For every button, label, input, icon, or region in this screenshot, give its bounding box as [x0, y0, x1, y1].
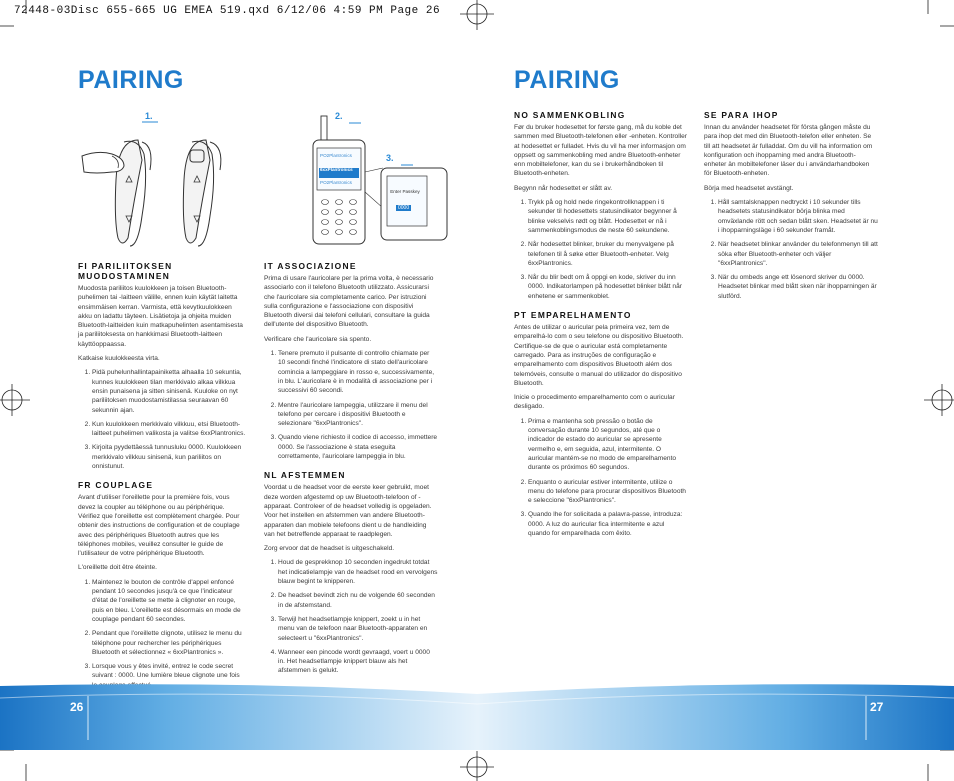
se-lead: Börja med headsetet avstängt. — [704, 184, 794, 192]
section-it — [264, 261, 438, 461]
fi-steps — [78, 368, 246, 471]
it-lead: Verificare che l'auricolare sia spento. — [264, 335, 372, 343]
it-step: 2. Mentre l'auricolare lampeggia, utilizzare il menu del telefono per cercare i dispositivi Bluetooth e selezionare "6xxPlantronics". — [278, 401, 438, 429]
heading-pt: PT EMPARELHAMENTO — [514, 310, 632, 321]
nl-intro: Voordat u de headset voor de eerste keer gebruikt, moet deze worden afgestemd op uw Bluetooth-telefoon of -apparaat. Controleer of de headset volledig is opgeladen. Voor het instellen en afstemmen van andere Bluetooth-apparaten dan mobiele telefoons dient u de handleiding van het betreffende apparaat te raadplegen. — [264, 484, 432, 538]
phone-passkey-label: Enter Passkey — [390, 189, 420, 194]
fi-step: 3. Kirjoita pyydettäessä tunnusluku 0000. Kuulokkeen merkkivalo vilkkuu sinisenä, kun pariliitos on onnistunut. — [92, 443, 246, 471]
fr-lead: L'oreillette doit être éteinte. — [78, 564, 157, 572]
footer-wave-band — [0, 680, 954, 750]
section-no — [514, 110, 688, 301]
heading-it: IT ASSOCIAZIONE — [264, 261, 357, 271]
phone-list-item-3: PO2Plantronics — [320, 180, 352, 185]
nl-step: 2. De headset bevindt zich nu de volgende 60 seconden in de afstemstand. — [278, 591, 438, 610]
column-no-pt — [514, 110, 688, 547]
no-intro: Før du bruker hodesettet for første gang, må du koble det sammen med Bluetooth-telefonen eller -enheten. Kontroller at hodesettet er fulladet. Hvis du vil ha mer informasjon om oppsett og sammenkobling med andre Bluetooth-enheter enn mobiltelefoner, kan du se i brukerhåndboken til Bluetooth-enheten. — [514, 124, 688, 178]
page-number-left: 26 — [70, 700, 84, 714]
pt-intro: Antes de utilizar o auricular pela primeira vez, tem de emparelhá-lo com o seu telefone ou dispositivo Bluetooth. Certifique-se de que o auricular está completamente carregado. Para as instruções de configuração e emparelhamento com dispositivos Bluetooth além dos telemóveis, consulte o manual do utilizador do dispositivo Bluetooth. — [514, 324, 684, 387]
fr-step: 3. Lorsque vous y êtes invité, entrez le code secret suivant : 0000. Une lumière bleue clignote une fois — [92, 662, 246, 690]
headset-illustration — [78, 120, 258, 260]
nl-step: 3. Terwijl het headsetlampje knippert, zoekt u in het menu van de telefoon naar Bluetooth-apparaten en selecteert u "6xxPlantronics". — [278, 615, 438, 643]
it-steps — [264, 349, 438, 461]
column-fi-fr — [78, 261, 246, 699]
pt-lead: Inicie o procedimento emparelhamento com o auricular desligado. — [514, 394, 675, 411]
no-step: 2. Når hodesettet blinker, bruker du menyvalgene på telefonen til å søke etter Bluetooth-enheter. Velg 6xxPlantronics. — [528, 240, 688, 268]
nl-step: 4. Wanneer een pincode wordt gevraagd, voert u 0000 in. Het headsetlampje knippert blauw als het afstemmen is gelukt. — [278, 648, 438, 676]
se-step: 1. Håll samtalsknappen nedtryckt i 10 sekunder tills headsetets statusindikator börja blinka med omväxlande rött och sedan blått sken. Headsetet är nu i ihopparningsläge i 60 sekunder framåt. — [718, 198, 878, 235]
column-se — [704, 110, 878, 310]
fi-step: 1. Pidä puhelunhallintapainiketta alhaalla 10 sekuntia, kunnes kuulokkeen tilan merkkivalo alkaa vilkkua ensin punaisena ja sitten sinisenä. Kuuloke on nyt pariliitoksen muodostamistilassa seuraavan 60 sekunnin ajan. — [92, 368, 246, 414]
figure-step-1-label: 1. — [145, 111, 153, 121]
page-title-left: PAIRING — [78, 66, 184, 94]
heading-no: NO SAMMENKOBLING — [514, 110, 626, 120]
se-intro: Innan du använder headsetet för första gången måste du para ihop det med din Bluetooth-telefon eller enheten. Se till att headsetet är fulladdat. Om du vill ha information om konfiguration och ihopparning med andra Bluetooth-enheter än mobiltelefoner läser du i användarhandboken för Bluetooth-enheten. — [704, 124, 873, 178]
heading-nl: NL AFSTEMMEN — [264, 470, 346, 481]
se-steps — [704, 198, 878, 301]
pt-steps — [514, 417, 688, 539]
no-steps — [514, 198, 688, 301]
it-intro: Prima di usare l'auricolare per la prima volta, è necessario associarlo con il telefono Bluetooth utilizzato. Assicurarsi che l'auricolare sia completamente carico. Per istruzioni sulla configurazione e l'associazione con dispositivi Bluetooth diversi dai telefoni cellulari, consultare la guida dell'utente del dispositivo Bluetooth. — [264, 275, 434, 329]
heading-fr: FR COUPLAGE — [78, 480, 154, 491]
page-title-right: PAIRING — [514, 66, 620, 94]
fi-lead: Katkaise kuulokkeesta virta. — [78, 355, 160, 363]
section-fi — [78, 261, 246, 471]
fr-intro: Avant d'utiliser l'oreillette pour la première fois, vous devez la coupler au téléphone ou au périphérique. Vérifiez que l'oreillette est complètement chargée. Pour obtenir des instructions de configuration et de couplage avec des périphériques Bluetooth autres que les téléphones mobiles, veuillez consulter le guide de l'utilisateur de votre périphérique Bluetooth. — [78, 494, 240, 558]
column-it-nl — [264, 261, 438, 685]
section-pt — [514, 310, 688, 538]
fr-steps — [78, 578, 246, 690]
no-step: 3. Når du blir bedt om å oppgi en kode, skriver du inn 0000. Indikatorlampen på hodesettet blinker blått når enhetene er sammenkoblet. — [528, 273, 688, 301]
nl-step: 1. Houd de gesprekknop 10 seconden ingedrukt totdat het indicatielampje van de headset rood en vervolgens blauw begint te knipperen. — [278, 558, 438, 586]
pt-step: 1. Prima e mantenha sob pressão o botão de conversação durante 10 segundos, até que o indicador de estado do auricular se apresente vermelho e, em seguida, azul, intermitente. O auricular mantém-se no modo de emparelhamento durante os próximos 60 segundos. — [528, 417, 688, 473]
fi-intro: Muodosta pariliitos kuulokkeen ja toisen Bluetooth-puhelimen tai -laitteen välille, ennen kuin käytät laitetta ensimmäisen kerran. Varmista, että kevytkuulokkeen akku on ladattu täyteen. Lisätietoja ja ohjeita muiden Bluetooth-laitteiden kuin matkapuhelinten asentamisesta ja pariliitoksesta on hankkimasi Bluetooth-laitteen käyttöoppaassa. — [78, 285, 243, 348]
phone-list-item-1: PO2Plantronics — [320, 153, 352, 158]
it-step: 1. Tenere premuto il pulsante di controllo chiamate per 10 secondi finché l'indicatore di stato dell'auricolare comincia a lampeggiare in rosso e, successivamente, in blu. L'auricolare è in modalità di associazione per i successivi 60 secondi. — [278, 349, 438, 395]
it-step: 3. Quando viene richiesto il codice di accesso, immettere 0000. Se l'associazione è stata eseguita correttamente, l'auricolare lampeggia in blu. — [278, 433, 438, 461]
fr-step: 1. Maintenez le bouton de contrôle d'appel enfoncé pendant 10 secondes jusqu'à ce que l'indicateur d'état de l'oreillette se mette à clignoter en rouge, puis en bleu. L'oreillette est désormais en mode de couplage pendant 60 secondes. — [92, 578, 246, 624]
se-step: 2. När headsetet blinkar använder du telefonmenyn till att söka efter Bluetooth-enheter och väljer "6xxPlantronics". — [718, 240, 878, 268]
nl-lead: Zorg ervoor dat de headset is uitgeschakeld. — [264, 545, 395, 553]
section-fr — [78, 480, 246, 690]
heading-fi: FI PARILIITOKSEN MUODOSTAMINEN — [78, 261, 173, 281]
section-nl — [264, 470, 438, 675]
fi-step: 2. Kun kuulokkeen merkkivalo vilkkuu, etsi Bluetooth-laitteet puhelimen valikosta ja valitse 6xxPlantronics. — [92, 420, 246, 439]
heading-se: SE PARA IHOP — [704, 110, 779, 120]
section-se — [704, 110, 878, 301]
pt-step: 2. Enquanto o auricular estiver intermitente, utilize o menu do telefone para procurar dispositivos Bluetooth e seleccione "6xxPlantronics". — [528, 478, 688, 506]
phone-list-item-2: 6xxPlantronics — [320, 167, 353, 172]
figure-step-2-label: 2. — [335, 111, 343, 121]
figure-step-3-label: 3. — [386, 153, 394, 163]
fr-step: 2. Pendant que l'oreillette clignote, utilisez le menu du téléphone pour rechercher les périphériques Bluetooth et sélectionnez « 6xxPlantronics ». — [92, 629, 246, 657]
no-lead: Begynn når hodesettet er slått av. — [514, 184, 613, 192]
nl-steps — [264, 558, 438, 675]
pt-step: 3. Quando lhe for solicitada a palavra-passe, introduza: 0000. A luz do auricular fica intermitente e azul quando for emparelhada com êxito. — [528, 510, 688, 538]
no-step: 1. Trykk på og hold nede ringekontrollknappen i ti sekunder til hodesettets statusindikator begynner å blinke vekselvis rødt og blått. Hodesettet er nå i sammenkoblingsmodus de neste 60 sekundene. — [528, 198, 688, 235]
page-number-right: 27 — [870, 700, 884, 714]
se-step: 3. När du ombeds ange ett lösenord skriver du 0000. Headsetet blinkar med blått sken när ihopparningen är slutförd. — [718, 273, 878, 301]
phone-passkey-value: 0000 — [398, 205, 410, 211]
file-slug: 72448-03Disc 655-665 UG EMEA 519.qxd 6/12/06 4:59 PM Page 26 — [14, 5, 441, 17]
